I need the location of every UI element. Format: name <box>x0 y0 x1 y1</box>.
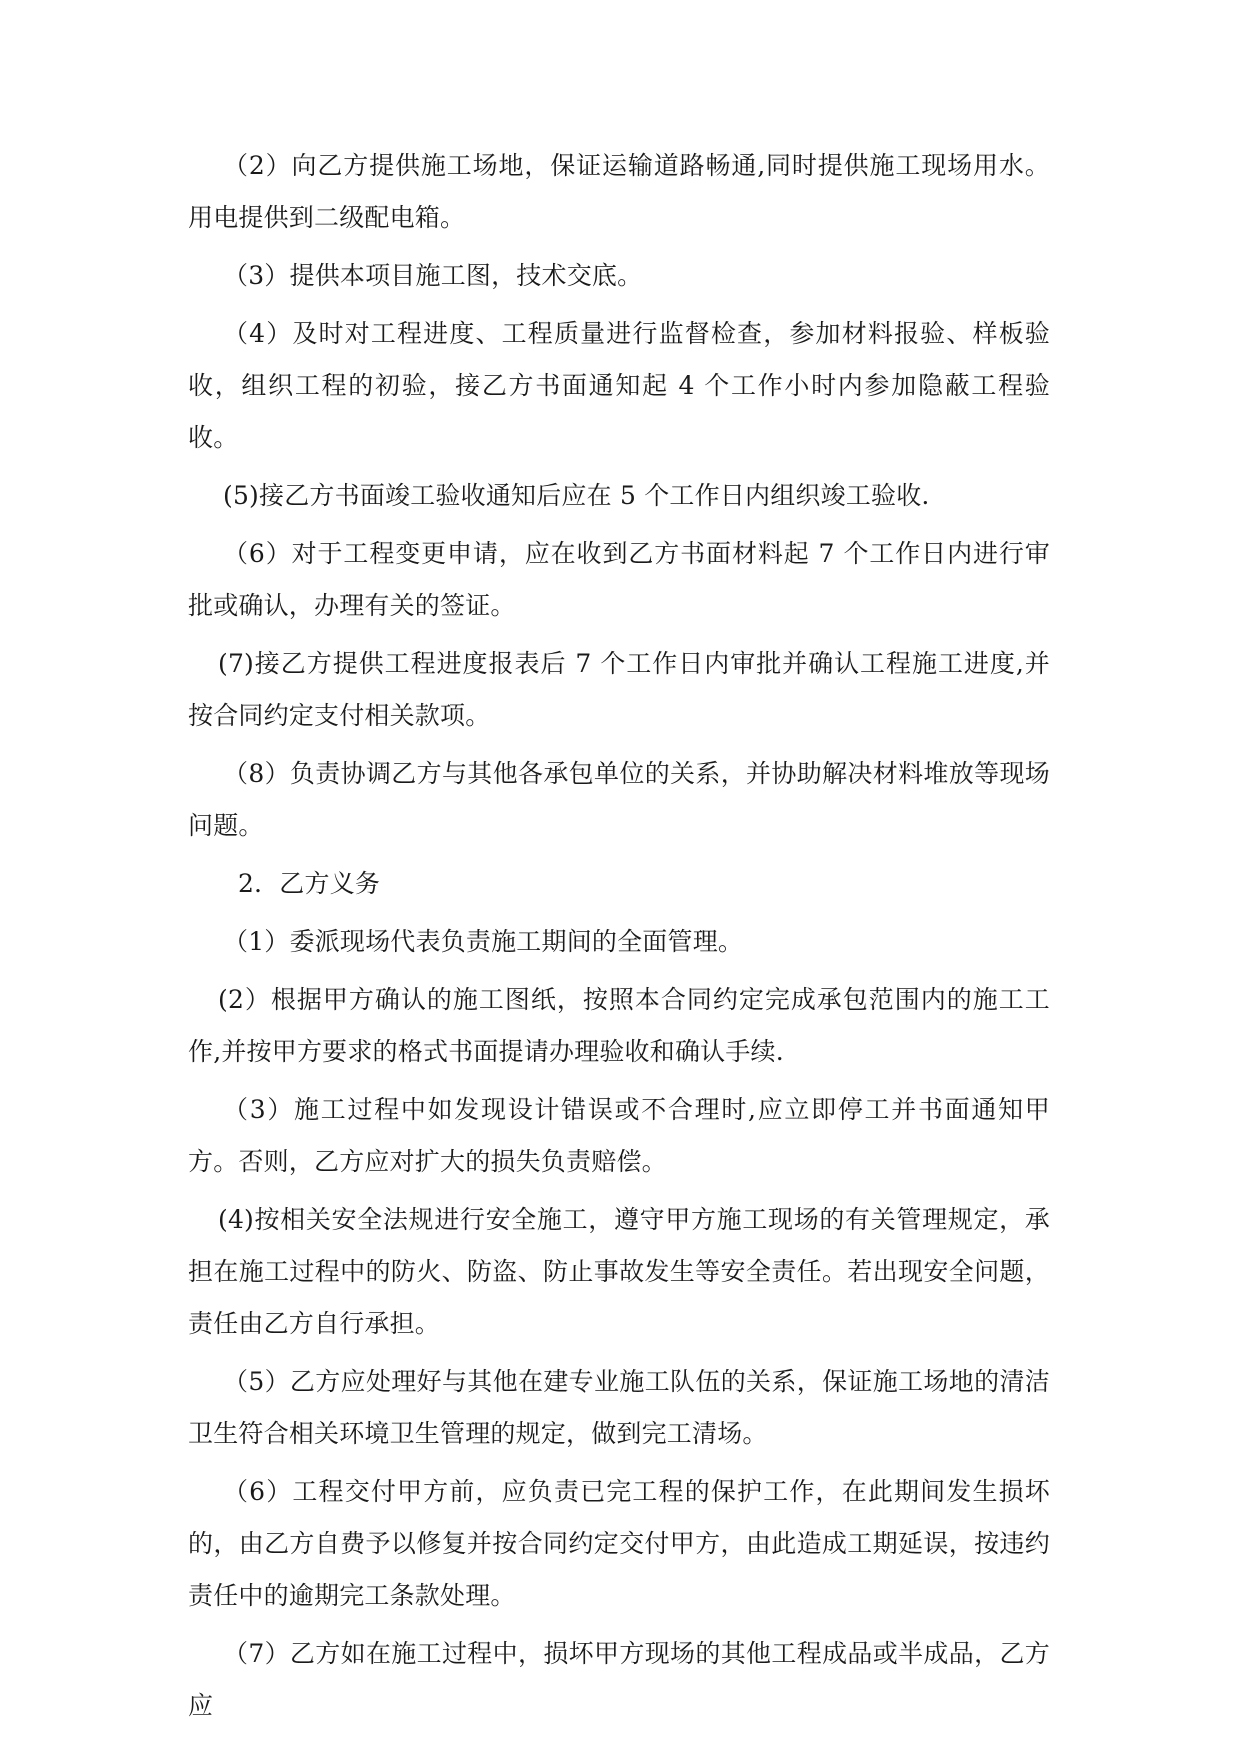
clause-party-a-7: (7)接乙方提供工程进度报表后 7 个工作日内审批并确认工程施工进度,并按合同约定支付相关款项。 <box>188 649 1050 730</box>
document-body <box>188 140 1050 1738</box>
clause-party-a-6: （6）对于工程变更申请，应在收到乙方书面材料起 7 个工作日内进行审批或确认，办理有关的签证。 <box>188 539 1050 620</box>
clause-party-b-7: （7）乙方如在施工过程中，损坏甲方现场的其他工程成品或半成品，乙方应 <box>188 1639 1050 1720</box>
clause-party-a-8: （8）负责协调乙方与其他各承包单位的关系，并协助解决材料堆放等现场问题。 <box>188 759 1050 840</box>
section-heading-party-b: 2．乙方义务 <box>238 869 381 898</box>
clause-party-b-4: (4)按相关安全法规进行安全施工，遵守甲方施工现场的有关管理规定，承担在施工过程中的防火、防盗、防止事故发生等安全责任。若出现安全问题，责任由乙方自行承担。 <box>188 1205 1050 1338</box>
clause-party-a-2: （2）向乙方提供施工场地，保证运输道路畅通,同时提供施工现场用水。用电提供到二级配电箱。 <box>188 151 1050 232</box>
clause-party-b-1: （1）委派现场代表负责施工期间的全面管理。 <box>223 927 744 956</box>
clause-party-b-5: （5）乙方应处理好与其他在建专业施工队伍的关系，保证施工场地的清洁卫生符合相关环境卫生管理的规定，做到完工清场。 <box>188 1367 1050 1448</box>
clause-party-a-4: （4）及时对工程进度、工程质量进行监督检查，参加材料报验、样板验收，组织工程的初验，接乙方书面通知起 4 个工作小时内参加隐蔽工程验收。 <box>188 319 1050 452</box>
clause-party-a-5: (5)接乙方书面竣工验收通知后应在 5 个工作日内组织竣工验收. <box>223 481 930 510</box>
clause-party-b-6: （6）工程交付甲方前，应负责已完工程的保护工作，在此期间发生损坏的，由乙方自费予以修复并按合同约定交付甲方，由此造成工期延误，按违约责任中的逾期完工条款处理。 <box>188 1477 1050 1610</box>
clause-party-b-2: (2）根据甲方确认的施工图纸，按照本合同约定完成承包范围内的施工工作,并按甲方要求的格式书面提请办理验收和确认手续. <box>188 985 1050 1066</box>
clause-party-b-3: （3）施工过程中如发现设计错误或不合理时,应立即停工并书面通知甲方。否则，乙方应对扩大的损失负责赔偿。 <box>188 1095 1050 1176</box>
clause-party-a-3: （3）提供本项目施工图，技术交底。 <box>223 261 643 290</box>
